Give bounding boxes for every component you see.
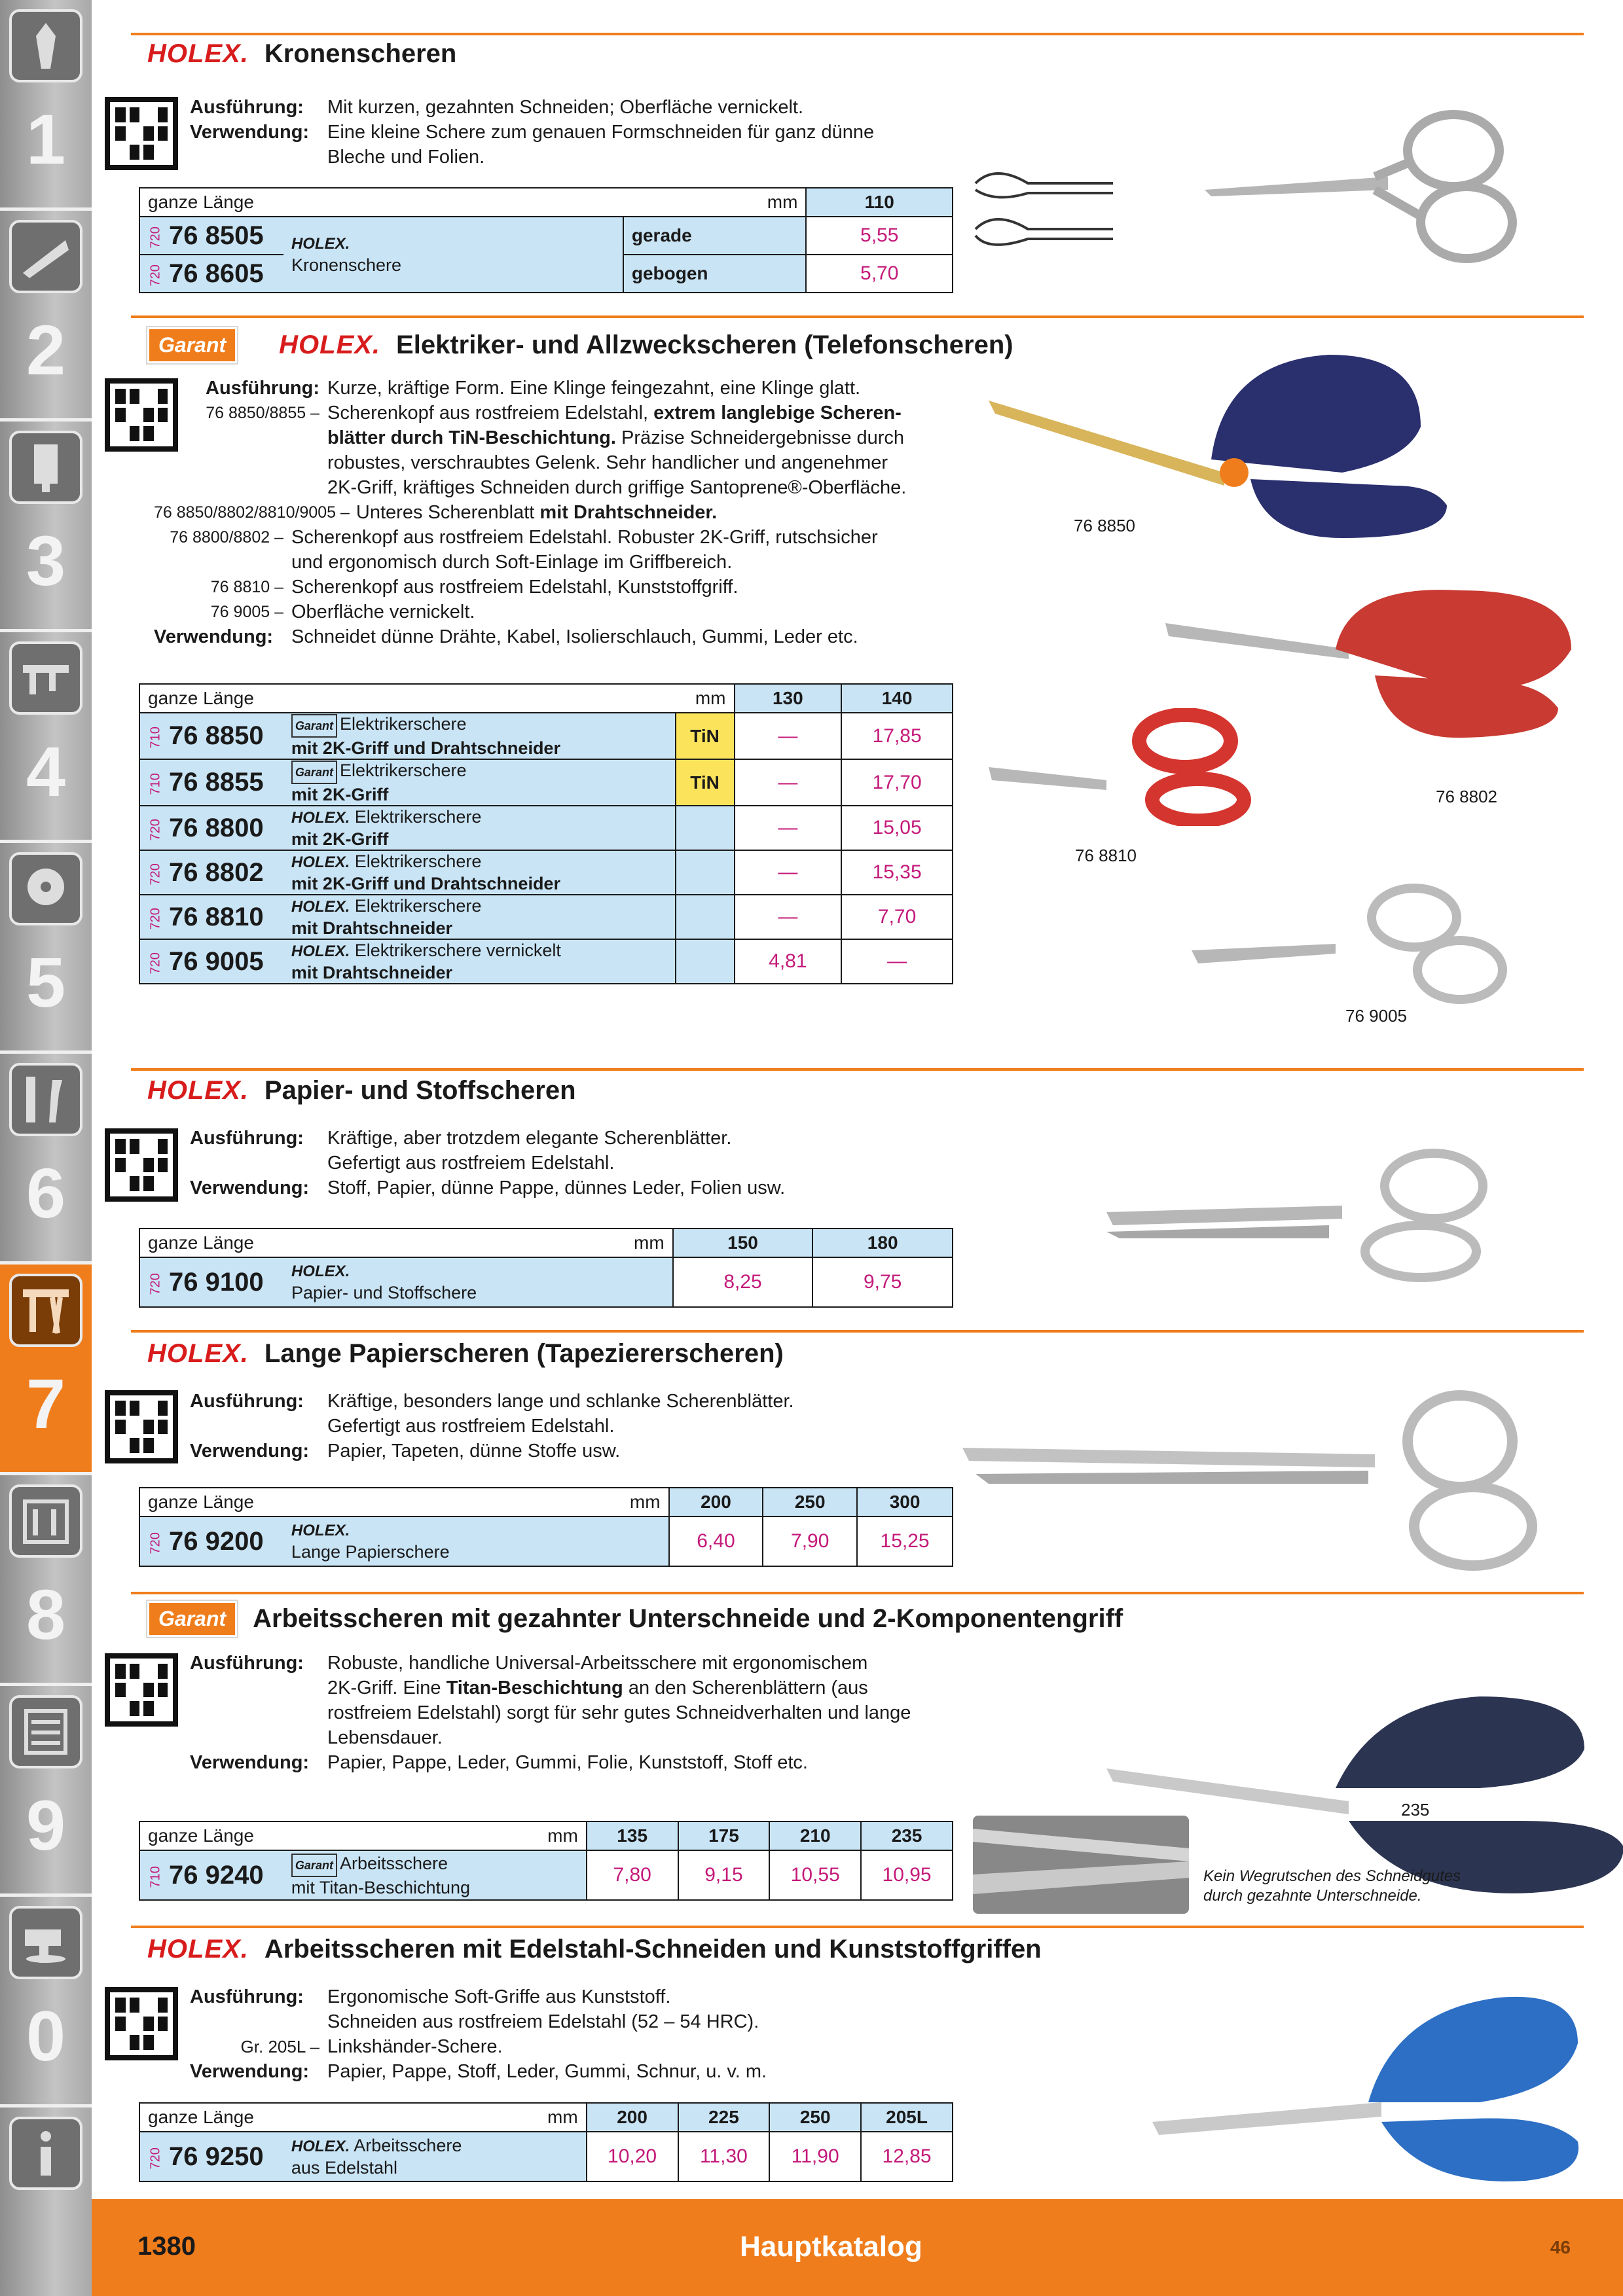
table-row[interactable]: 720 76 9005 HOLEX. Elektrikerschere vernickelt mit Drahtschneider 4,81 — [139,939,953,984]
article-number: 76 8810 [169,902,264,931]
holex-logo: HOLEX. [147,1076,249,1105]
power-tool-icon [9,1906,82,1979]
table-row[interactable]: 710 76 9240 Garant Arbeitsschere mit Titan-Beschichtung 7,80 9,15 10,55 10,95 [139,1850,953,1900]
work-scissors-blue-photo [1054,1971,1591,2194]
product-description: Ausführung: Kräftige, besonders lange und schlanke Scherenblätter. Gefertigt aus rostfreiem Edelstahl. Verwendung: Papier, Tapeten, dünne Stoffe usw. [190,1391,794,1462]
qr-code-icon[interactable] [105,1128,178,1202]
section-papier-stoffscheren [92,1068,1623,1330]
price-table: ganze Länge mm 150 180 720 76 9100 HOLEX. Papier- und Stoffschere 8,25 9,75 [139,1228,953,1308]
article-number: 76 8850 [169,721,264,750]
chapter-tab-9[interactable]: 9 [0,1686,92,1897]
product-description: Ausführung: Ergonomische Soft-Griffe aus Kunststoff. Schneiden aus rostfreiem Edelstahl (52 – 54 HRC). Gr. 205L – Linkshänder-Schere. Verwendung: Papier, Pappe, Stoff, Leder, Gummi, Schnur, u. v. m. [190,1986,767,2082]
qr-code-icon[interactable] [105,1390,178,1463]
article-number: 76 9100 [169,1267,264,1297]
product-description: Ausführung: Kurze, kräftige Form. Eine Klinge feingezahnt, eine Klinge glatt. 76 8850/8855 – Scherenkopf aus rostfreiem Edelstahl, extrem langlebige Scheren- blätter durch TiN-Beschichtung. Präzise Schneidergebnisse durch robustes, verschraubtes Gelenk. Sehr handlicher und angenehmer 2K-Griff, kräftiges Schneiden durch griffige Santoprene®-Oberfläche. 76 8850/8802/8810/9005 – Unteres Scherenblatt mit Drahtschneider. 76 8800/8802 – Scherenkopf aus rostfreiem Edelstahl. Robuster 2K-Griff, rutschsicher und ergonomisch durch Soft-Einlage im Griffbereich. 76 8810 – Scherenkopf aus rostfreiem Edelstahl, Kunststoffgriff. 76 9005 – Oberfläche vernickelt. Verwendung: Schneidet dünne Drähte, Kabel, Isolierschlauch, Gummi, Leder etc. [154,378,907,647]
price-table: ganze Länge mm 110 720 76 8505 HOLEX. Kronenschere gerade 5,55 720 76 8605 gebogen 5,70 [139,187,953,293]
article-number: 76 8505 [169,221,264,250]
table-row[interactable]: 720 76 8505 HOLEX. Kronenschere gerade 5,55 [139,217,953,255]
chapter-tab-5[interactable]: 5 [0,843,92,1054]
workbench-icon [9,1695,82,1768]
insert-icon [9,220,82,293]
section-lange-papierscheren [92,1330,1623,1592]
qr-code-icon[interactable] [105,1987,178,2060]
price: 5,55 [806,217,953,255]
image-caption: Kein Wegrutschen des Schneidgutes durch gezahnte Unterschneide. [1203,1867,1461,1905]
product-description: Ausführung: Mit kurzen, gezahnten Schneiden; Oberfläche vernickelt. Verwendung: Eine kleine Schere zum genauen Formschneiden für ganz dünne Bleche und Folien. [190,97,875,168]
table-row[interactable]: 710 76 8850 Garant Elektrikerschere mit 2K-Griff und Drahtschneider TiN — 17,85 [139,713,953,759]
tin-badge: TiN [676,713,735,759]
chapter-tab-3[interactable]: 3 [0,422,92,632]
garant-logo: Garant [147,327,237,363]
section-title: HOLEX. Papier- und Stoffscheren [147,1076,576,1105]
grinding-disc-icon [9,852,82,925]
article-number: 76 8800 [169,813,264,842]
price-table: ganze Länge mm 200 250 300 720 76 9200 HOLEX. Lange Papierschere 6,40 7,90 15,25 [139,1487,953,1567]
page-number: 1380 [137,2232,196,2261]
catalog-title: Hauptkatalog [740,2231,922,2263]
catalog-content [92,0,1623,2199]
serrated-blade-detail-photo [973,1816,1189,1914]
section-title: HOLEX. Arbeitsscheren mit Edelstahl-Schneiden und Kunststoffgriffen [147,1935,1042,1964]
crown-scissors-photo [1192,98,1558,268]
toolbox-icon [9,1484,82,1558]
blade-detail-drawing [969,157,1205,255]
qr-code-icon[interactable] [105,97,178,170]
chapter-tab-1[interactable]: 1 [0,0,92,211]
section-arbeitsscheren-gezahnt: Garant Arbeitsscheren mit gezahnter Unterschneide und 2-Komponentengriff Ausführung: Robuste, handliche Universal-Arbeitsschere mit ergonomischem 2K-Griff. Eine Titan-Beschichtung an den Scherenblättern (aus rostfreiem Edelstahl) sorgt für sehr gutes Schneidverhalten und lange Lebensdauer. Verwendung: Papier, Pappe, Leder, Gummi, Folie, Kunststoff, Stoff etc. ganze Länge mm 135 175 210 235 710 76 9240 Garant Arbeitsschere mit Titan-Beschichtung 7,80 9,15 10,55 10,95 235 Kein Wegrutschen des Schneidgutes durch gezahnte Unterschneide. [92,1592,1623,1926]
holex-logo: HOLEX. [147,1935,249,1964]
table-row[interactable]: 720 76 9200 HOLEX. Lange Papierschere 6,40 7,90 15,25 [139,1516,953,1566]
article-number: 76 9250 [169,2142,264,2171]
chapter-tab-info[interactable] [0,2108,92,2296]
article-number: 76 8855 [169,768,264,797]
electrician-scissors-blue-photo [976,342,1480,558]
electrician-scissors-nickel-photo [1178,872,1545,1016]
tap-holder-icon [9,431,82,504]
table-row[interactable]: 720 76 8800 HOLEX. Elektrikerschere mit 2K-Griff — 15,05 [139,806,953,850]
pliers-icon [9,1274,82,1347]
section-title: Garant Arbeitsscheren mit gezahnter Unterschneide und 2-Komponentengriff [147,1601,1123,1637]
chapter-tab-8[interactable]: 8 [0,1475,92,1686]
electrician-scissors-plastic-photo [976,708,1277,826]
wrench-icon [9,1063,82,1136]
table-row[interactable]: 720 76 8810 HOLEX. Elektrikerschere mit Drahtschneider — 7,70 [139,895,953,939]
caliper-icon [9,641,82,715]
chapter-tab-2[interactable]: 2 [0,211,92,422]
holex-logo: HOLEX. [279,331,381,359]
holex-logo: HOLEX. [147,39,249,68]
product-description: Ausführung: Kräftige, aber trotzdem elegante Scherenblätter. Gefertigt aus rostfreiem Edelstahl. Verwendung: Stoff, Papier, dünne Pappe, dünnes Leder, Folien usw. [190,1128,786,1198]
section-kronenscheren [92,33,1623,314]
holex-logo: HOLEX. [147,1339,249,1368]
qr-code-icon[interactable] [105,1653,178,1727]
product-description: Ausführung: Robuste, handliche Universal-Arbeitsschere mit ergonomischem 2K-Griff. Eine Titan-Beschichtung an den Scherenblättern (aus rostfreiem Edelstahl) sorgt für sehr gutes Schneidverhalten und lange Lebensdauer. Verwendung: Papier, Pappe, Leder, Gummi, Folie, Kunststoff, Stoff etc. [190,1653,911,1773]
table-row[interactable]: 720 76 9250 HOLEX. Arbeitsschere aus Edelstahl 10,20 11,30 11,90 12,85 [139,2132,953,2181]
page-index: 46 [1550,2237,1571,2257]
garant-logo: Garant [147,1601,237,1637]
article-number: 76 8605 [169,259,264,288]
chapter-sidebar [0,0,92,2296]
page-footer [92,2199,1623,2296]
chapter-tab-6[interactable]: 6 [0,1054,92,1265]
section-arbeitsscheren-edelstahl [92,1926,1623,2199]
section-title: Garant HOLEX. Elektriker- und Allzweckscheren (Telefonscheren) [147,327,1013,363]
paper-fabric-scissors-photo [1093,1140,1539,1291]
chapter-tab-0[interactable]: 0 [0,1897,92,2108]
product-name: Kronenschere [291,255,402,275]
section-title: HOLEX. Kronenscheren [147,39,457,68]
tin-badge: TiN [676,759,735,806]
article-number: 76 9240 [169,1860,264,1890]
chapter-tab-7[interactable]: 7 [0,1265,92,1475]
table-row[interactable]: 720 76 8802 HOLEX. Elektrikerschere mit 2K-Griff und Drahtschneider — 15,35 [139,850,953,895]
long-paper-scissors-photo [949,1369,1578,1585]
article-number: 76 9005 [169,946,264,976]
drill-icon [9,9,82,82]
table-row[interactable]: 720 76 9100 HOLEX. Papier- und Stoffschere 8,25 9,75 [139,1257,953,1307]
price-table: ganze Länge mm 135 175 210 235 710 76 9240 Garant Arbeitsschere mit Titan-Beschichtung 7,80 9,15 10,55 10,95 [139,1821,953,1901]
price: 5,70 [806,255,953,293]
table-row[interactable]: 710 76 8855 Garant Elektrikerschere mit 2K-Griff TiN — 17,70 [139,759,953,806]
article-number: 76 8802 [169,857,264,887]
price-table: ganze Länge mm 130 140 710 76 8850 Garant Elektrikerschere mit 2K-Griff und Drahtschneider TiN — 17,85 710 76 8855 Garant Elektrikerschere mit 2K-Griff TiN — 17,70 720 76 8800 HOLEX. Elektrikerschere mit 2K-Griff — 15,05 720 76 8802 HOLEX. Elektrikerschere mit 2K-Griff und Drahtschneider — 15,35 720 76 8810 HOLEX. Elektrikerschere mit Drahtschneider — 7,70 720 76 9005 HOLEX. Elektrikerschere vernickelt mit Drahtschneider 4,81 — [139,683,953,984]
table-row[interactable]: 720 76 8605 gebogen 5,70 [139,255,953,293]
section-title: HOLEX. Lange Papierscheren (Tapeziererscheren) [147,1339,784,1368]
price-table: ganze Länge mm 200 225 250 205L 720 76 9250 HOLEX. Arbeitsschere aus Edelstahl 10,20 11,30 11,90 12,85 [139,2102,953,2182]
info-icon [9,2117,82,2190]
chapter-tab-4[interactable]: 4 [0,632,92,843]
section-elektrikerscheren: Garant HOLEX. Elektriker- und Allzweckscheren (Telefonscheren) Ausführung: Kurze, kräftige Form. Eine Klinge feingezahnt, eine Klinge glatt. 76 8850/8855 – Scherenkopf aus rostfreiem Edelstahl, extrem langlebige Scheren- blätter durch TiN-Beschichtung. Präzise Schneidergebnisse durch robustes, verschraubtes Gelenk. Sehr handlicher und angenehmer 2K-Griff, kräftiges Schneiden durch griffige Santoprene®-Oberfläche. 76 8850/8802/8810/9005 – Unteres Scherenblatt mit Drahtschneider. 76 8800/8802 – Scherenkopf aus rostfreiem Edelstahl. Robuster 2K-Griff, rutschsicher und ergonomisch durch Soft-Einlage im Griffbereich. 76 8810 – Scherenkopf aus rostfreiem Edelstahl, Kunststoffgriff. 76 9005 – Oberfläche vernickelt. Verwendung: Schneidet dünne Drähte, Kabel, Isolierschlauch, Gummi, Leder etc. ganze Länge mm 130 140 710 76 8850 Garant Elektrikerschere mit 2K-Griff und Drahtschneider TiN — 17,85 710 76 8855 Garant Elektrikerschere mit 2K-Griff TiN — 17,70 720 76 8800 HOLEX. Elektrikerschere mit 2K-Griff — 15,05 720 76 8802 HOLEX. Elektrikerschere mit 2K-Griff und Drahtschneider — 15,35 720 76 8810 HOLEX. Elektrikerschere mit Drahtschneider — 7,70 720 76 9005 HOLEX. Elektrikerschere vernickelt mit Drahtschneider 4,81 — 76 8850 76 8802 76 8810 76 9005 [92,315,1623,1068]
article-number: 76 9200 [169,1526,264,1556]
